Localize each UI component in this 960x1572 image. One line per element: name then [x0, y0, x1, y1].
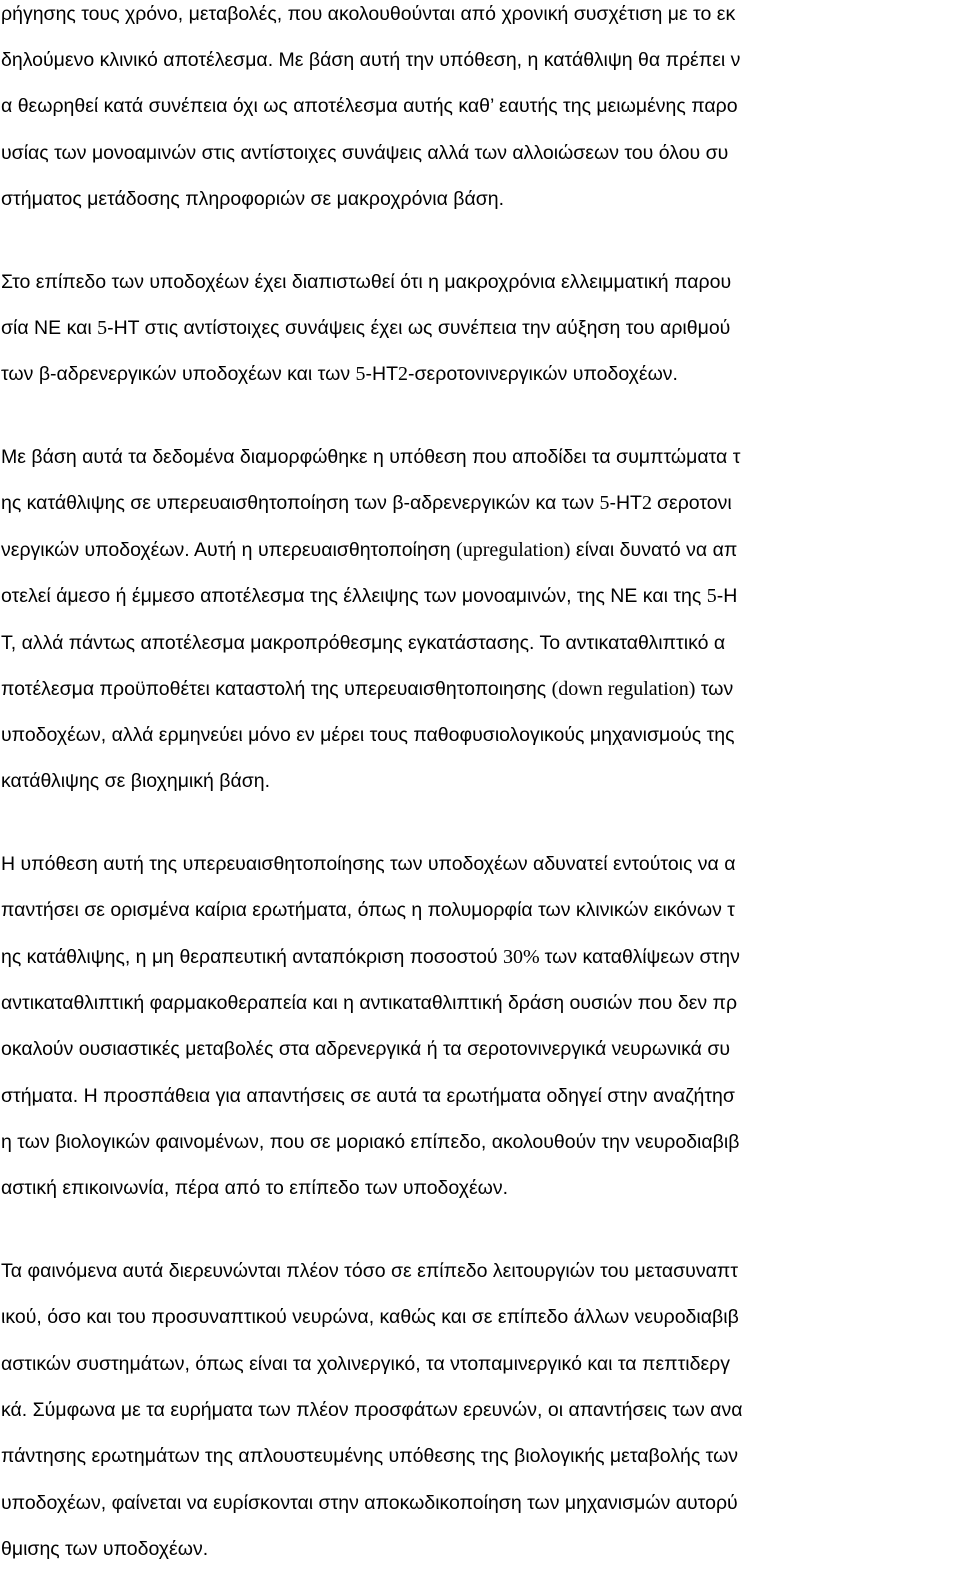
text-line: σία ΝΕ και 5-ΗΤ στις αντίστοιχες συνάψεις έχει ως συνέπεια την αύξηση του αριθμού: [1, 317, 731, 339]
text-line: αστικών συστημάτων, όπως είναι τα χολινεργικό, τα ντοπαμινεργικό και τα πεπτιδεργ: [1, 1353, 731, 1375]
text-line: παντήσει σε ορισμένα καίρια ερωτήματα, όπως η πολυμορφία των κλινικών εικόνων τ: [1, 899, 735, 921]
text-line: κά. Σύμφωνα με τα ευρήματα των πλέον προσφάτων ερευνών, οι απαντήσεις των ανα: [1, 1399, 743, 1421]
text-line: δηλούμενο κλινικό αποτέλεσμα. Με βάση αυτή την υπόθεση, η κατάθλιψη θα πρέπει ν: [1, 49, 741, 71]
text-line: νεργικών υποδοχέων. Αυτή η υπερευαισθητοποίηση (upregulation) είναι δυνατό να απ: [1, 539, 738, 561]
text-line: ης κατάθλιψης σε υπερευαισθητοποίηση των β-αδρενεργικών κα των 5-ΗΤ2 σεροτονι: [1, 492, 732, 514]
text-line: αντικαταθλιπτική φαρμακοθεραπεία και η αντικαταθλιπτική δράση ουσιών που δεν πρ: [1, 992, 738, 1014]
text-line: Η υπόθεση αυτή της υπερευαισθητοποίησης των υποδοχέων αδυνατεί εντούτοις να α: [1, 853, 736, 875]
text-line: Τα φαινόμενα αυτά διερευνώνται πλέον τόσο σε επίπεδο λειτουργιών του μετασυναπτ: [1, 1260, 739, 1282]
text-line: ικού, όσο και του προσυναπτικού νευρώνα, καθώς και σε επίπεδο άλλων νευροδιαβιβ: [1, 1306, 739, 1328]
text-line: α θεωρηθεί κατά συνέπεια όχι ως αποτέλεσμα αυτής καθ’ εαυτής της μειωμένης παρο: [1, 95, 738, 117]
text-line: ρήγησης τους χρόνο, μεταβολές, που ακολουθούνται από χρονική συσχέτιση με το εκ: [1, 3, 736, 25]
text-line: υποδοχέων, φαίνεται να ευρίσκονται στην αποκωδικοποίηση των μηχανισμών αυτορύ: [1, 1492, 738, 1514]
text-line: κατάθλιψης σε βιοχημική βάση.: [1, 770, 271, 792]
text-line: πάντησης ερωτημάτων της απλουστευμένης υπόθεσης της βιολογικής μεταβολής των: [1, 1445, 739, 1467]
text-line: στήματα. Η προσπάθεια για απαντήσεις σε αυτά τα ερωτήματα οδηγεί στην αναζήτησ: [1, 1085, 735, 1107]
text-line: οκαλούν ουσιαστικές μεταβολές στα αδρενεργικά ή τα σεροτονινεργικά νευρωνικά συ: [1, 1038, 731, 1060]
text-line: ποτέλεσμα προϋποθέτει καταστολή της υπερευαισθητοποιησης (down regulation) των: [1, 678, 734, 700]
text-line: ης κατάθλιψης, η μη θεραπευτική ανταπόκριση ποσοστού 30% των καταθλίψεων στην: [1, 946, 740, 968]
text-line: των β-αδρενεργικών υποδοχέων και των 5-ΗΤ2-σεροτονινεργικών υποδοχέων.: [1, 363, 678, 385]
text-line: στήματος μετάδοσης πληροφοριών σε μακροχρόνια βάση.: [1, 188, 505, 210]
text-line: Με βάση αυτά τα δεδομένα διαμορφώθηκε η υπόθεση που αποδίδει τα συμπτώματα τ: [1, 446, 741, 468]
text-line: θμισης των υποδοχέων.: [1, 1538, 209, 1560]
text-line: υσίας των μονοαμινών στις αντίστοιχες συνάψεις αλλά των αλλοιώσεων του όλου συ: [1, 142, 729, 164]
text-line: η των βιολογικών φαινομένων, που σε μοριακό επίπεδο, ακολουθούν την νευροδιαβιβ: [1, 1131, 740, 1153]
text-line: Τ, αλλά πάντως αποτέλεσμα μακροπρόθεσμης εγκατάστασης. Το αντικαταθλιπτικό α: [1, 632, 726, 654]
text-line: οτελεί άμεσο ή έμμεσο αποτέλεσμα της έλλειψης των μονοαμινών, της ΝΕ και της 5-Η: [1, 585, 738, 607]
text-line: αστική επικοινωνία, πέρα από το επίπεδο των υποδοχέων.: [1, 1177, 509, 1199]
text-line: υποδοχέων, αλλά ερμηνεύει μόνο εν μέρει τους παθοφυσιολογικούς μηχανισμούς της: [1, 724, 735, 746]
text-line: Στο επίπεδο των υποδοχέων έχει διαπιστωθεί ότι η μακροχρόνια ελλειμματική παρου: [1, 271, 732, 293]
